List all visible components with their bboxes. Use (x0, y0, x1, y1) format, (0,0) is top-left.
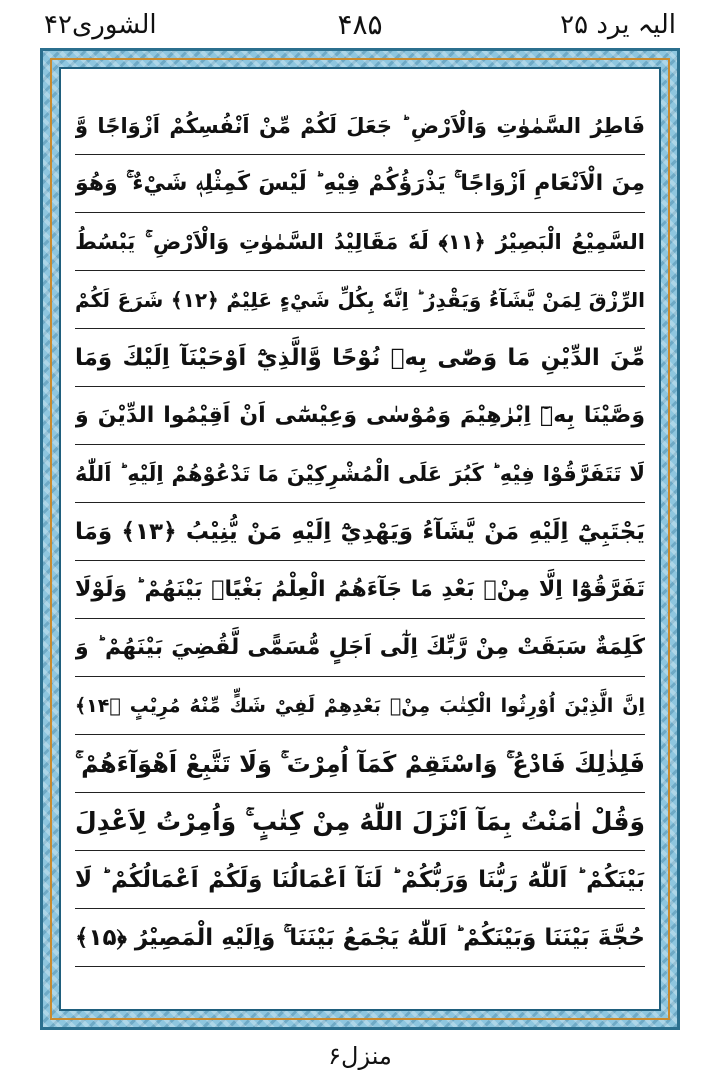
manzil-label: منزل۶ (328, 1042, 392, 1070)
text-line: الرِّزْقَ لِمَنْ يَّشَآءُ وَيَقْدِرُ ؕ اِنَّهٗ بِكُلِّ شَيْءٍ عَلِيْمٌ ﴿۱۲﴾ شَرَعَ لَكُمْ (75, 271, 645, 329)
juz-label: الیہ یرد ۲۵ (560, 10, 676, 40)
text-line: لَا تَتَفَرَّقُوْا فِيْهِ ؕ كَبُرَ عَلَى الْمُشْرِكِيْنَ مَا تَدْعُوْهُمْ اِلَيْهِ ؕ اَللّٰهُ (75, 445, 645, 503)
text-line: مِّنَ الدِّيْنِ مَا وَصّٰى بِهٖ نُوْحًا وَّالَّذِيْٓ اَوْحَيْنَآ اِلَيْكَ وَمَا (75, 329, 645, 387)
text-line: بَيْنَكُمْ ؕ اَللّٰهُ رَبُّنَا وَرَبُّكُمْ ؕ لَنَآ اَعْمَالُنَا وَلَكُمْ اَعْمَالُكُمْ ؕ لَا (75, 851, 645, 909)
text-line: السَّمِيْعُ الْبَصِيْرُ ﴿۱۱﴾ لَهٗ مَقَالِيْدُ السَّمٰوٰتِ وَالْاَرْضِ ۚ يَبْسُطُ (75, 213, 645, 271)
surah-label: الشوری۴۲ (44, 10, 157, 40)
page-number: ۴۸۵ (337, 8, 383, 41)
text-panel (59, 67, 661, 1011)
text-line: وَصَّيْنَا بِهٖٓ اِبْرٰهِيْمَ وَمُوْسٰى وَعِيْسٰٓى اَنْ اَقِيْمُوا الدِّيْنَ وَ (75, 387, 645, 445)
text-line: حُجَّةَ بَيْنَنَا وَبَيْنَكُمْ ؕ اَللّٰهُ يَجْمَعُ بَيْنَنَا ۚ وَاِلَيْهِ الْمَصِيْرُ ﴿۱۵﴾ (75, 909, 645, 967)
text-line: وَقُلْ اٰمَنْتُ بِمَآ اَنْزَلَ اللّٰهُ مِنْ كِتٰبٍ ۚ وَاُمِرْتُ لِاَعْدِلَ (75, 793, 645, 851)
text-line: فَلِذٰلِكَ فَادْعُ ۚ وَاسْتَقِمْ كَمَآ اُمِرْتَ ۚ وَلَا تَتَّبِعْ اَهْوَآءَهُمْ ۚ (75, 735, 645, 793)
text-line: يَجْتَبِيْٓ اِلَيْهِ مَنْ يَّشَآءُ وَيَهْدِيْٓ اِلَيْهِ مَنْ يُّنِيْبُ ﴿۱۳﴾ وَمَا (75, 503, 645, 561)
text-line: تَفَرَّقُوْٓا اِلَّا مِنْۢ بَعْدِ مَا جَآءَهُمُ الْعِلْمُ بَغْيًاۢ بَيْنَهُمْ ؕ وَلَوْلَا (75, 561, 645, 619)
ornamental-border (40, 48, 680, 1030)
text-line: كَلِمَةٌ سَبَقَتْ مِنْ رَّبِّكَ اِلٰٓى اَجَلٍ مُّسَمًّى لَّقُضِيَ بَيْنَهُمْ ؕ وَ (75, 619, 645, 677)
text-line: مِنَ الْاَنْعَامِ اَزْوَاجًا ۚ يَذْرَؤُكُمْ فِيْهِ ؕ لَيْسَ كَمِثْلِهٖ شَيْءٌ ۚ وَهُوَ (75, 155, 645, 213)
text-line: فَاطِرُ السَّمٰوٰتِ وَالْاَرْضِ ؕ جَعَلَ لَكُمْ مِّنْ اَنْفُسِكُمْ اَزْوَاجًا وَّ (75, 97, 645, 155)
text-line: اِنَّ الَّذِيْنَ اُوْرِثُوا الْكِتٰبَ مِنْۢ بَعْدِهِمْ لَفِيْ شَكٍّ مِّنْهُ مُرِيْبٍ ﴿۱۴﴾ (75, 677, 645, 735)
